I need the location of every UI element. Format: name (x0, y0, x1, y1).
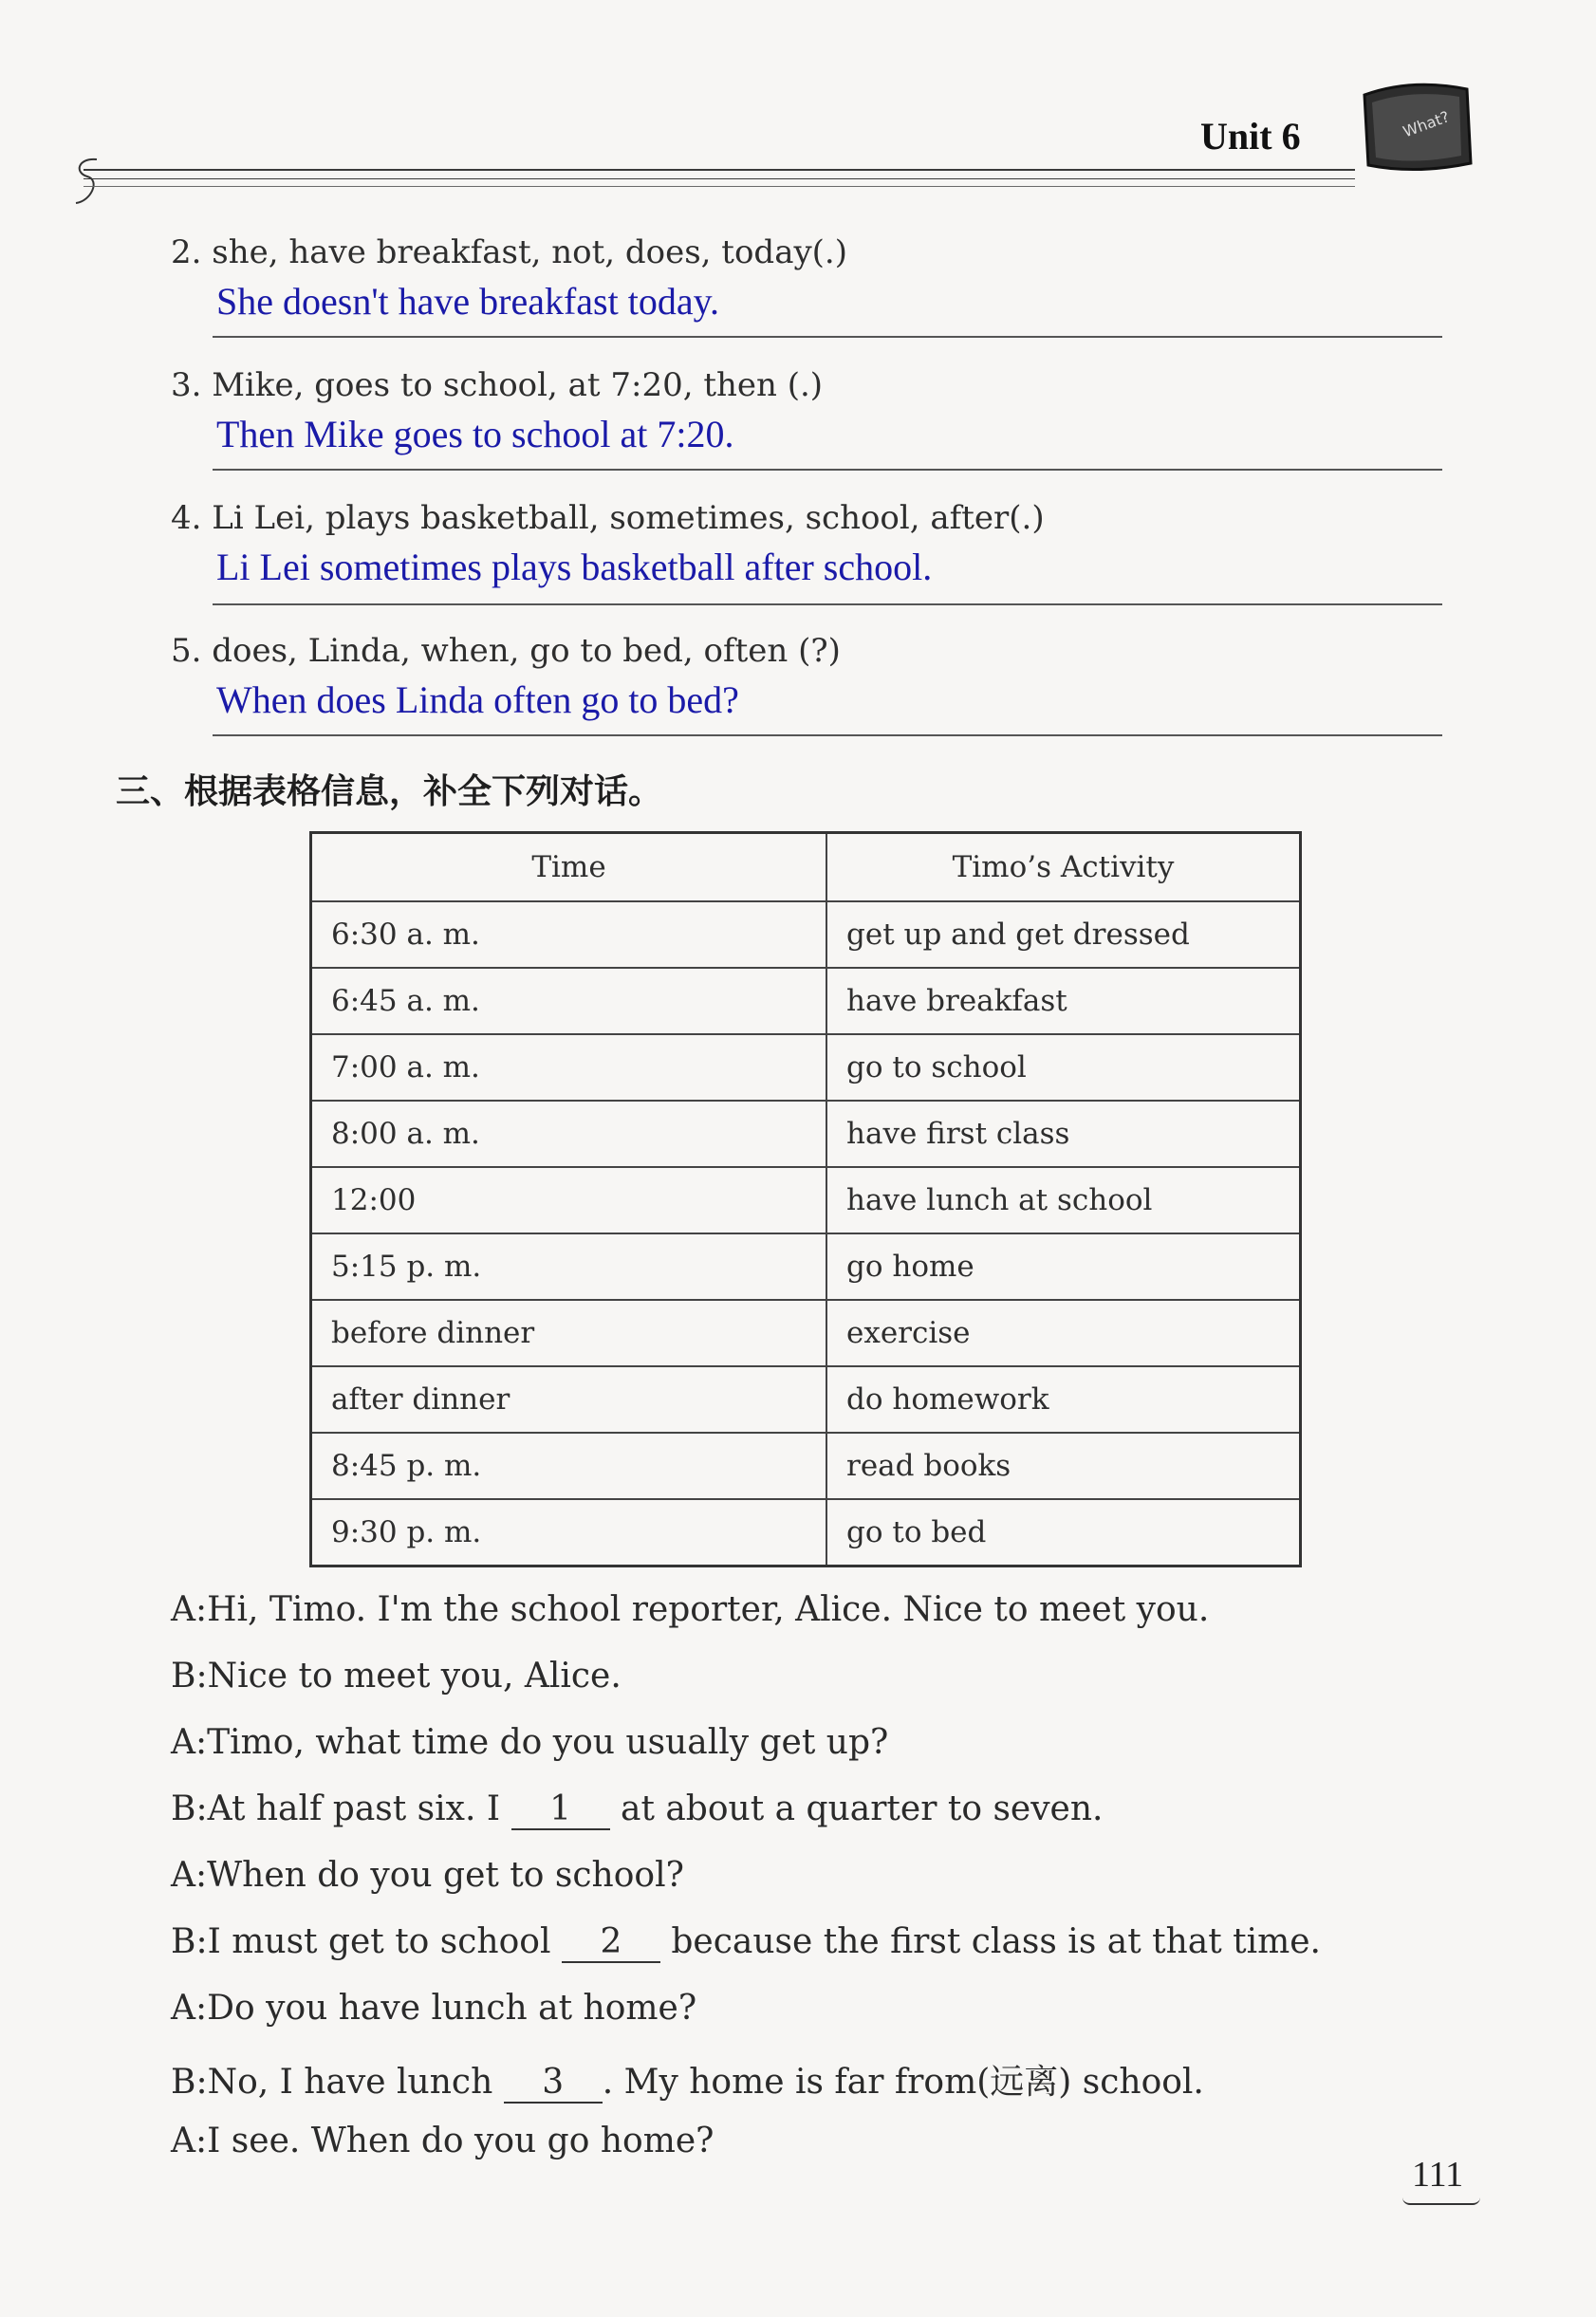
table-cell-activity: get up and get dressed (826, 901, 1301, 968)
dialogue-text: because the first class is at that time. (659, 1922, 1321, 1961)
blank-2[interactable]: 2 (562, 1922, 660, 1963)
dialogue-text: . My home is far from(远离) school. (602, 2063, 1204, 2102)
answer-line (213, 336, 1442, 338)
table-cell-time: 9:30 p. m. (311, 1499, 827, 1566)
question-3-prompt: 3. Mike, goes to school, at 7:20, then (.) (171, 366, 824, 404)
table-cell-time: 5:15 p. m. (311, 1233, 827, 1300)
table-cell-time: before dinner (311, 1300, 827, 1366)
answer-line (213, 734, 1442, 736)
header-swirl-icon (68, 152, 106, 209)
section-3-title: 三、根据表格信息，补全下列对话。 (116, 772, 663, 811)
question-5-prompt: 5. does, Linda, when, go to bed, often (?) (171, 632, 841, 670)
table-row (311, 1499, 1301, 1566)
table-cell-time: 6:45 a. m. (311, 968, 827, 1034)
dialogue-line-8 (171, 2055, 1204, 2104)
page-number: 111 (1412, 2155, 1464, 2195)
table-cell-activity: go home (826, 1233, 1301, 1300)
dialogue-line-7: A:Do you have lunch at home? (171, 1989, 697, 2028)
table-header-activity: Timo’s Activity (826, 833, 1301, 902)
table-cell-time: 6:30 a. m. (311, 901, 827, 968)
blackboard-icon (1355, 76, 1478, 180)
table-row (311, 1034, 1301, 1101)
dialogue-line-4 (171, 1789, 1104, 1830)
table-cell-activity: read books (826, 1433, 1301, 1499)
table-row (311, 1233, 1301, 1300)
table-cell-time: 8:00 a. m. (311, 1101, 827, 1167)
question-5-answer: When does Linda often go to bed? (216, 678, 739, 721)
table-cell-activity: go to bed (826, 1499, 1301, 1566)
table-row (311, 1300, 1301, 1366)
table-cell-activity: have first class (826, 1101, 1301, 1167)
question-4-prompt: 4. Li Lei, plays basketball, sometimes, school, after(.) (171, 499, 1045, 537)
blank-1[interactable]: 1 (511, 1789, 610, 1830)
header-rule-2 (84, 178, 1355, 179)
table-cell-activity: have breakfast (826, 968, 1301, 1034)
table-cell-activity: have lunch at school (826, 1167, 1301, 1233)
dialogue-text: B:I must get to school (171, 1922, 562, 1961)
table-row (311, 1101, 1301, 1167)
board-text: What? (1401, 107, 1453, 141)
dialogue-text: B:At half past six. I (171, 1789, 511, 1828)
dialogue-line-5: A:When do you get to school? (171, 1856, 684, 1895)
table-cell-time: after dinner (311, 1366, 827, 1433)
dialogue-line-9: A:I see. When do you go home? (171, 2122, 714, 2160)
dialogue-text: at about a quarter to seven. (609, 1789, 1104, 1828)
dialogue-text: B:No, I have lunch (171, 2063, 504, 2102)
dialogue-line-6 (171, 1922, 1321, 1963)
header-rule-3 (84, 186, 1355, 187)
dialogue-line-2: B:Nice to meet you, Alice. (171, 1657, 622, 1696)
question-2-answer: She doesn't have breakfast today. (216, 280, 719, 323)
table-cell-activity: do homework (826, 1366, 1301, 1433)
question-2-prompt: 2. she, have breakfast, not, does, today(.) (171, 233, 848, 271)
header-rule (84, 169, 1355, 171)
table-row (311, 1167, 1301, 1233)
unit-title: Unit 6 (1200, 115, 1301, 158)
blank-3[interactable]: 3 (504, 2063, 603, 2104)
table-cell-time: 8:45 p. m. (311, 1433, 827, 1499)
table-cell-time: 7:00 a. m. (311, 1034, 827, 1101)
question-4-answer: Li Lei sometimes plays basketball after school. (216, 546, 933, 588)
answer-line (213, 603, 1442, 605)
dialogue-line-1: A:Hi, Timo. I'm the school reporter, Alice. Nice to meet you. (171, 1590, 1210, 1629)
schedule-table (309, 831, 1302, 1567)
dialogue-line-3: A:Timo, what time do you usually get up? (171, 1723, 889, 1762)
table-header-time: Time (311, 833, 827, 902)
table-cell-time: 12:00 (311, 1167, 827, 1233)
page-number-underline (1402, 2197, 1480, 2205)
answer-line (213, 469, 1442, 471)
table-cell-activity: go to school (826, 1034, 1301, 1101)
question-3-answer: Then Mike goes to school at 7:20. (216, 413, 734, 455)
table-row (311, 1433, 1301, 1499)
table-header-row (311, 833, 1301, 902)
table-row (311, 1366, 1301, 1433)
table-row (311, 901, 1301, 968)
table-row (311, 968, 1301, 1034)
table-cell-activity: exercise (826, 1300, 1301, 1366)
